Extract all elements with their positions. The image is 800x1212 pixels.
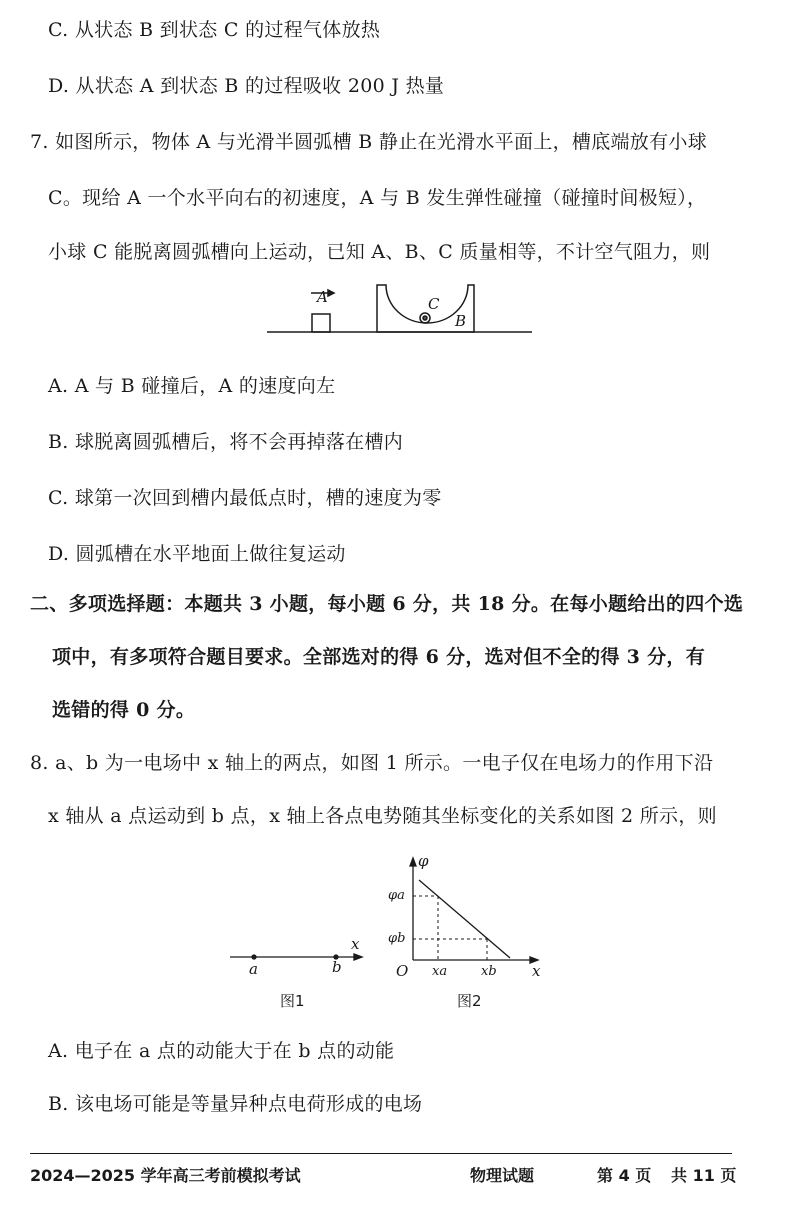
q7-option-c: C. 球第一次回到槽内最低点时，槽的速度为零 xyxy=(48,487,442,509)
footer-page: 第 4 页 xyxy=(597,1166,652,1185)
q7-option-d: D. 圆弧槽在水平地面上做往复运动 xyxy=(48,543,346,565)
q7-option-a: A. A 与 B 碰撞后，A 的速度向左 xyxy=(48,375,336,397)
fig1-label-b: b xyxy=(332,958,342,976)
section2-line1: 二、多项选择题：本题共 3 小题，每小题 6 分，共 18 分。在每小题给出的四个选 xyxy=(30,593,744,615)
q7-stem-line2: C。现给 A 一个水平向右的初速度，A 与 B 发生弹性碰撞（碰撞时间极短）， xyxy=(48,187,707,209)
label-c: C xyxy=(428,295,440,313)
q8-option-a: A. 电子在 a 点的动能大于在 b 点的动能 xyxy=(48,1040,395,1062)
q6-option-d: D. 从状态 A 到状态 B 的过程吸收 200 J 热量 xyxy=(48,75,445,97)
fig2-label-phi: φ xyxy=(418,852,429,870)
q7-stem-line1: 7. 如图所示，物体 A 与光滑半圆弧槽 B 静止在光滑水平面上，槽底端放有小球 xyxy=(30,131,708,153)
q8-figure2 xyxy=(0,850,800,980)
q6-option-c: C. 从状态 B 到状态 C 的过程气体放热 xyxy=(48,19,381,41)
fig1-label-a: a xyxy=(249,960,258,978)
velocity-arrowhead xyxy=(328,290,334,296)
q7-option-b: B. 球脱离圆弧槽后，将不会再掉落在槽内 xyxy=(48,431,404,453)
block-a xyxy=(312,314,330,332)
footer-exam: 2024—2025 学年高三考前模拟考试 xyxy=(30,1166,301,1185)
label-a: A xyxy=(317,288,328,306)
footer-subject: 物理试题 xyxy=(470,1166,535,1185)
footer-rule xyxy=(30,1153,732,1154)
fig2-label-phi-b: φb xyxy=(388,931,406,946)
fig2-label-xa: xa xyxy=(432,964,448,979)
fig2-caption: 图2 xyxy=(457,992,482,1010)
q8-option-b: B. 该电场可能是等量异种点电荷形成的电场 xyxy=(48,1093,423,1115)
q7-figure xyxy=(0,280,800,350)
fig2-label-phi-a: φa xyxy=(388,888,405,903)
section2-line3: 选错的得 0 分。 xyxy=(52,699,196,721)
fig2-y-arrowhead xyxy=(410,858,416,866)
section2-line2: 项中，有多项符合题目要求。全部选对的得 6 分，选对但不全的得 3 分，有 xyxy=(52,646,706,668)
fig1-caption: 图1 xyxy=(280,992,305,1010)
fig1-label-x: x xyxy=(351,935,360,953)
ball-c-core xyxy=(423,316,427,320)
fig2-label-x: x xyxy=(532,962,541,980)
fig2-label-xb: xb xyxy=(481,964,497,979)
fig2-label-origin: O xyxy=(396,962,409,980)
footer-total: 共 11 页 xyxy=(671,1166,737,1185)
q8-stem-line2: x 轴从 a 点运动到 b 点，x 轴上各点电势随其坐标变化的关系如图 2 所示，则 xyxy=(48,805,717,827)
label-b: B xyxy=(455,312,467,330)
q8-stem-line1: 8. a、b 为一电场中 x 轴上的两点，如图 1 所示。一电子仅在电场力的作用下沿 xyxy=(30,752,714,774)
fig2-phi-line xyxy=(419,880,510,958)
q7-stem-line3: 小球 C 能脱离圆弧槽向上运动，已知 A、B、C 质量相等，不计空气阻力，则 xyxy=(48,241,711,263)
